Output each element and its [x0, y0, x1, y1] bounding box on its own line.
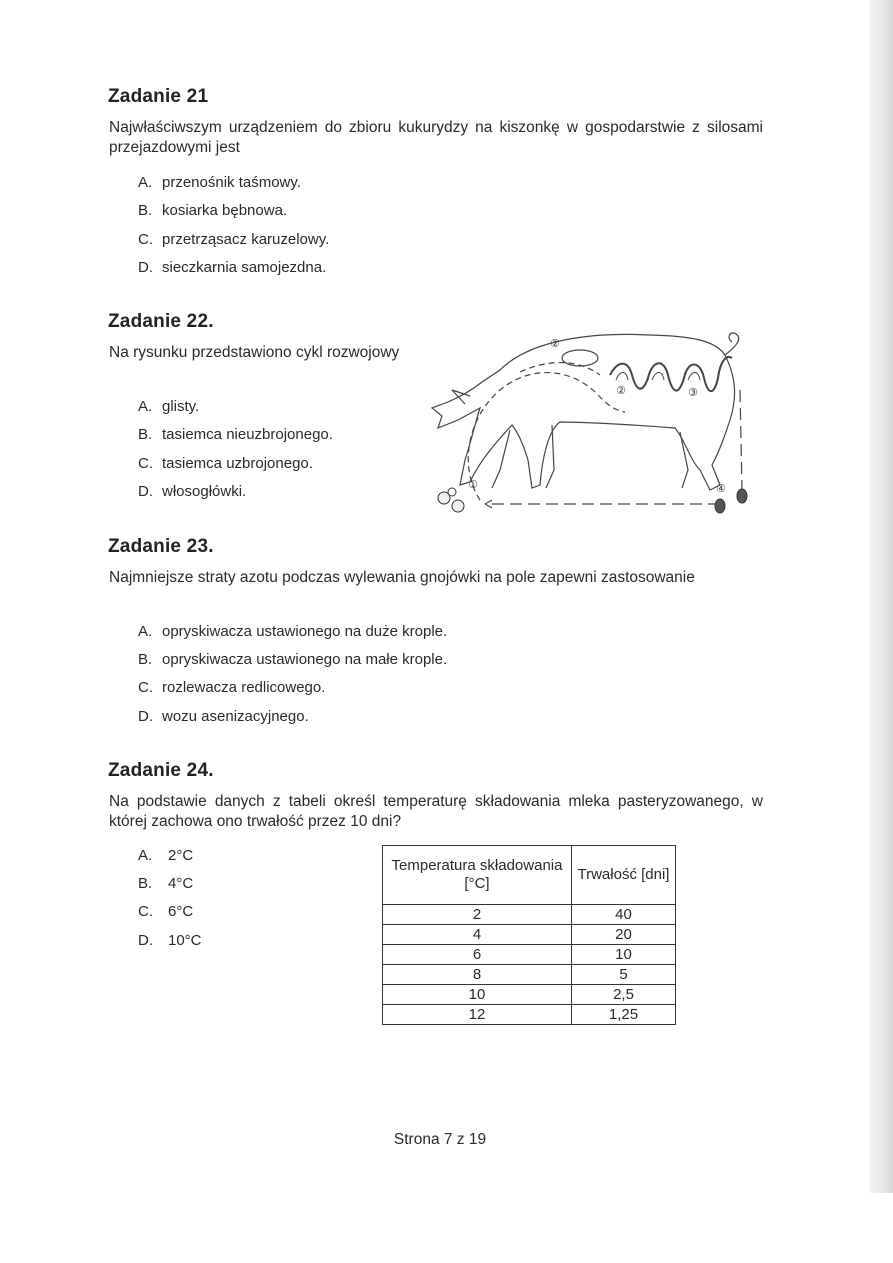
task-21-title: Zadanie 21	[108, 86, 209, 107]
tail	[725, 333, 739, 355]
parasite-lifecycle-figure	[420, 320, 760, 530]
pig-outline	[432, 334, 735, 490]
option-letter: A.	[138, 847, 153, 864]
page-edge-shadow	[869, 0, 893, 1193]
lungs	[562, 350, 598, 366]
table-cell: 20	[572, 925, 676, 945]
option-text: glisty.	[162, 398, 200, 415]
option-letter: B.	[138, 651, 153, 668]
task-24-option-a	[138, 847, 193, 864]
intestine-coil	[610, 357, 732, 391]
option-text: 4°C	[168, 875, 194, 892]
egg	[448, 488, 456, 496]
table-cell: 40	[572, 905, 676, 925]
page-number: Strona 7 z 19	[393, 1131, 487, 1148]
option-text: 10°C	[168, 932, 202, 949]
task-22-question: Na rysunku przedstawiono cykl rozwojowy	[109, 344, 400, 361]
option-text: opryskiwacza ustawionego na małe krople.	[162, 651, 448, 668]
option-letter: C.	[138, 903, 153, 920]
egg	[452, 500, 464, 512]
migration-arrow	[468, 373, 625, 500]
table-row	[383, 905, 676, 925]
option-text: tasiemca nieuzbrojonego.	[162, 426, 333, 443]
task-22-option-b	[138, 426, 333, 443]
header-temperature: Temperatura składowania [°C]	[383, 846, 572, 905]
egg	[737, 489, 747, 503]
option-text: tasiemca uzbrojonego.	[162, 455, 313, 472]
task-23-title: Zadanie 23.	[108, 536, 214, 557]
option-text: wozu asenizacyjnego.	[162, 708, 309, 725]
intestine-coil-inner	[616, 373, 700, 381]
task-24-option-b	[138, 875, 193, 892]
marker-2-intestine: ②	[616, 384, 626, 397]
option-letter: B.	[138, 875, 153, 892]
option-letter: D.	[138, 708, 153, 725]
table-row	[383, 1005, 676, 1025]
task-23-option-c	[138, 679, 325, 696]
marker-2-lungs: ②	[550, 337, 560, 350]
task-22-title: Zadanie 22.	[108, 311, 214, 332]
table-cell: 2	[383, 905, 572, 925]
option-text: opryskiwacza ustawionego na duże krople.	[162, 623, 448, 640]
table-cell: 1,25	[572, 1005, 676, 1025]
table-row	[383, 965, 676, 985]
task-21-question: Najwłaściwszym urządzeniem do zbioru kukurydzy na kiszonkę w gospodarstwie z silosami przejazdowymi jest	[109, 119, 763, 156]
task-24-question: Na podstawie danych z tabeli określ temperaturę składowania mleka pasteryzowanego, w której zachowa ono trwałość przez 10 dni?	[109, 793, 763, 830]
option-letter: D.	[138, 483, 153, 500]
marker-3: ③	[688, 386, 698, 399]
table-cell: 10	[383, 985, 572, 1005]
option-text: 2°C	[168, 847, 194, 864]
task-23-option-b	[138, 651, 447, 668]
option-letter: D.	[138, 259, 153, 276]
task-22-option-a	[138, 398, 199, 415]
table-row	[383, 945, 676, 965]
option-letter: B.	[138, 202, 153, 219]
option-letter: B.	[138, 426, 153, 443]
option-text: przenośnik taśmowy.	[162, 174, 301, 191]
header-shelf-life: Trwałość [dni]	[572, 846, 676, 905]
table-cell: 6	[383, 945, 572, 965]
option-text: włosogłówki.	[162, 483, 247, 500]
option-text: sieczkarnia samojezdna.	[162, 259, 327, 276]
task-24-title: Zadanie 24.	[108, 760, 214, 781]
task-24-option-c	[138, 903, 193, 920]
task-24-option-d	[138, 932, 202, 949]
option-letter: C.	[138, 231, 153, 248]
marker-4: ④	[716, 482, 726, 495]
table-cell: 5	[572, 965, 676, 985]
milk-storage-table	[382, 845, 676, 1025]
table-row	[383, 925, 676, 945]
task-21-option-b	[138, 202, 287, 219]
option-letter: C.	[138, 455, 153, 472]
option-text: 6°C	[168, 903, 194, 920]
task-22-option-c	[138, 455, 313, 472]
task-21-option-a	[138, 174, 301, 191]
table-cell: 10	[572, 945, 676, 965]
option-letter: D.	[138, 932, 153, 949]
table-header-row	[383, 846, 676, 905]
egg	[715, 499, 725, 513]
option-letter: A.	[138, 174, 153, 191]
option-text: kosiarka bębnowa.	[162, 202, 288, 219]
task-23-option-d	[138, 708, 309, 725]
option-letter: A.	[138, 623, 153, 640]
table-row	[383, 985, 676, 1005]
task-21-option-c	[138, 231, 329, 248]
option-text: przetrząsacz karuzelowy.	[162, 231, 330, 248]
task-22-option-d	[138, 483, 246, 500]
table-cell: 2,5	[572, 985, 676, 1005]
option-text: rozlewacza redlicowego.	[162, 679, 326, 696]
pig-legs	[492, 425, 688, 488]
table-cell: 4	[383, 925, 572, 945]
option-letter: A.	[138, 398, 153, 415]
task-23-question: Najmniejsze straty azotu podczas wylewania gnojówki na pole zapewni zastosowanie	[109, 569, 695, 586]
marker-1: ①	[468, 478, 478, 491]
task-23-option-a	[138, 623, 447, 640]
option-letter: C.	[138, 679, 153, 696]
table-cell: 12	[383, 1005, 572, 1025]
task-21-option-d	[138, 259, 326, 276]
arrow-head	[485, 500, 492, 508]
table-cell: 8	[383, 965, 572, 985]
migration-arrow-2	[520, 363, 600, 375]
